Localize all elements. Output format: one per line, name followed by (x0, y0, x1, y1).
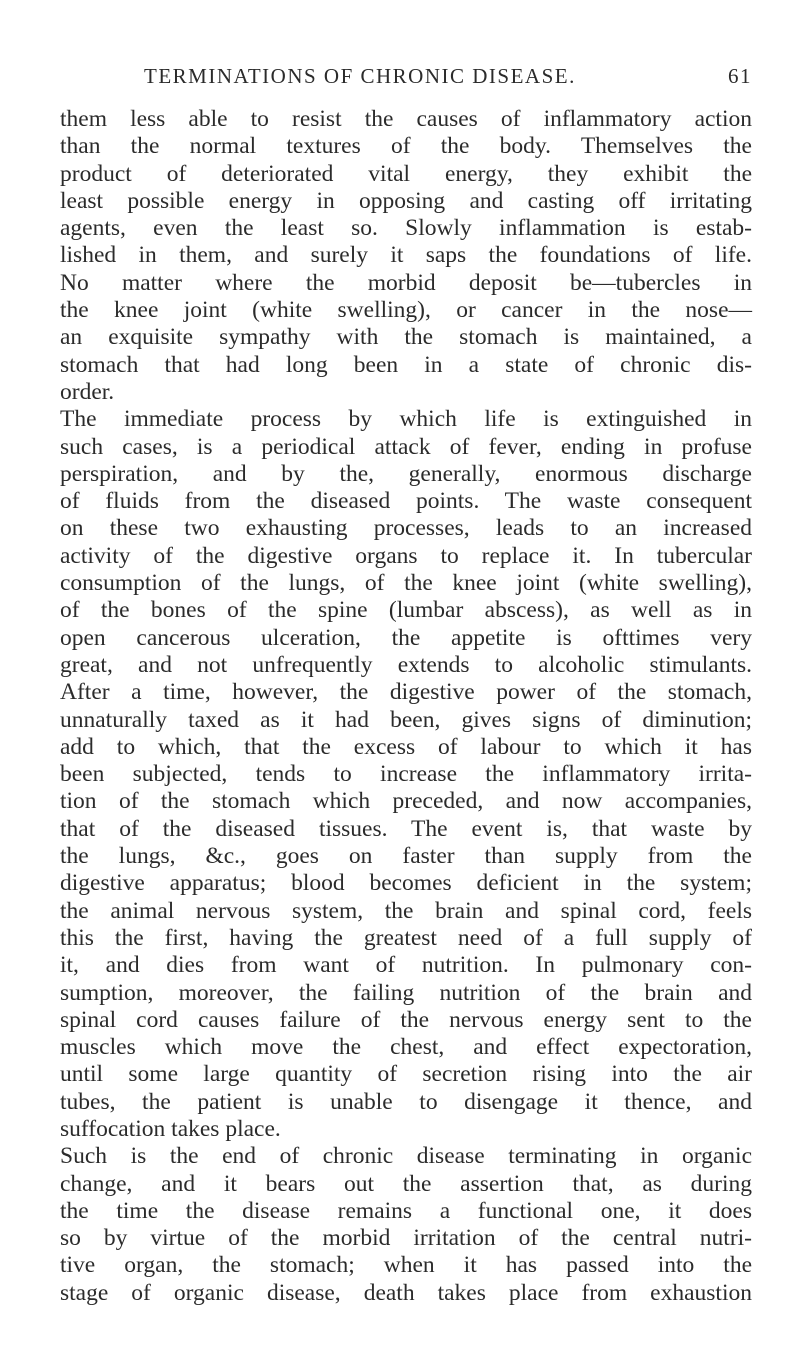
text-line: stomach that had long been in a state of chronic dis- (60, 351, 752, 378)
text-line: great, and not unfrequently extends to alcoholic stimulants. (60, 651, 752, 678)
text-line: tion of the stomach which preceded, and now accompanies, (60, 788, 752, 815)
text-line: digestive apparatus; blood becomes deficient in the system; (60, 870, 752, 897)
text-line: consumption of the lungs, of the knee joint (white swelling), (60, 570, 752, 597)
running-title: TERMINATIONS OF CHRONIC DISEASE. (144, 64, 576, 88)
text-line: No matter where the morbid deposit be—tubercles in (60, 269, 752, 296)
text-line: an exquisite sympathy with the stomach is maintained, a (60, 324, 752, 351)
text-line: perspiration, and by the, generally, enormous discharge (60, 460, 752, 487)
text-line: this the first, having the greatest need of a full supply of (60, 924, 752, 951)
text-line: it, and dies from want of nutrition. In pulmonary con- (60, 952, 752, 979)
text-line: change, and it bears out the assertion that, as during (60, 1170, 752, 1197)
text-line: least possible energy in opposing and casting off irritating (60, 187, 752, 214)
text-line: the animal nervous system, the brain and spinal cord, feels (60, 897, 752, 924)
text-line: stage of organic disease, death takes place from exhaustion (60, 1279, 752, 1306)
text-line: order. (60, 378, 115, 405)
text-line: sumption, moreover, the failing nutrition of the brain and (60, 979, 752, 1006)
text-line: tive organ, the stomach; when it has passed into the (60, 1252, 752, 1279)
text-line: After a time, however, the digestive power of the stomach, (60, 679, 752, 706)
text-line: on these two exhausting processes, leads to an increased (60, 515, 752, 542)
text-line: that of the diseased tissues. The event is, that waste by (60, 815, 752, 842)
body-text (60, 106, 752, 1307)
text-line: the time the disease remains a functional one, it does (60, 1197, 752, 1224)
text-line: Such is the end of chronic disease terminating in organic (60, 1143, 752, 1170)
text-line: of fluids from the diseased points. The waste consequent (60, 488, 752, 515)
text-line: of the bones of the spine (lumbar abscess), as well as in (60, 597, 752, 624)
text-line: lished in them, and surely it saps the foundations of life. (60, 242, 752, 269)
text-line: than the normal textures of the body. Themselves the (60, 133, 752, 160)
page-number: 61 (728, 64, 752, 88)
text-line: tubes, the patient is unable to disengage it thence, and (60, 1088, 752, 1115)
text-line: the knee joint (white swelling), or cancer in the nose— (60, 297, 752, 324)
text-line: The immediate process by which life is extinguished in (60, 406, 752, 433)
text-line: them less able to resist the causes of inflammatory action (60, 106, 752, 132)
text-line: open cancerous ulceration, the appetite is ofttimes very (60, 624, 752, 651)
text-line: until some large quantity of secretion rising into the air (60, 1061, 752, 1088)
running-head (60, 64, 752, 94)
text-line: spinal cord causes failure of the nervous energy sent to the (60, 1006, 752, 1033)
text-line: so by virtue of the morbid irritation of the central nutri- (60, 1225, 752, 1252)
text-line: agents, even the least so. Slowly inflammation is estab- (60, 215, 752, 242)
text-line: been subjected, tends to increase the inflammatory irrita- (60, 761, 752, 788)
text-line: product of deteriorated vital energy, they exhibit the (60, 160, 752, 187)
text-line: add to which, that the excess of labour to which it has (60, 733, 752, 760)
text-line: unnaturally taxed as it had been, gives signs of diminution; (60, 706, 752, 733)
text-line: such cases, is a periodical attack of fever, ending in profuse (60, 433, 752, 460)
text-line: activity of the digestive organs to replace it. In tubercular (60, 542, 752, 569)
text-line: muscles which move the chest, and effect expectoration, (60, 1034, 752, 1061)
text-line: the lungs, &c., goes on faster than supply from the (60, 843, 752, 870)
text-line: suffocation takes place. (60, 1115, 281, 1142)
